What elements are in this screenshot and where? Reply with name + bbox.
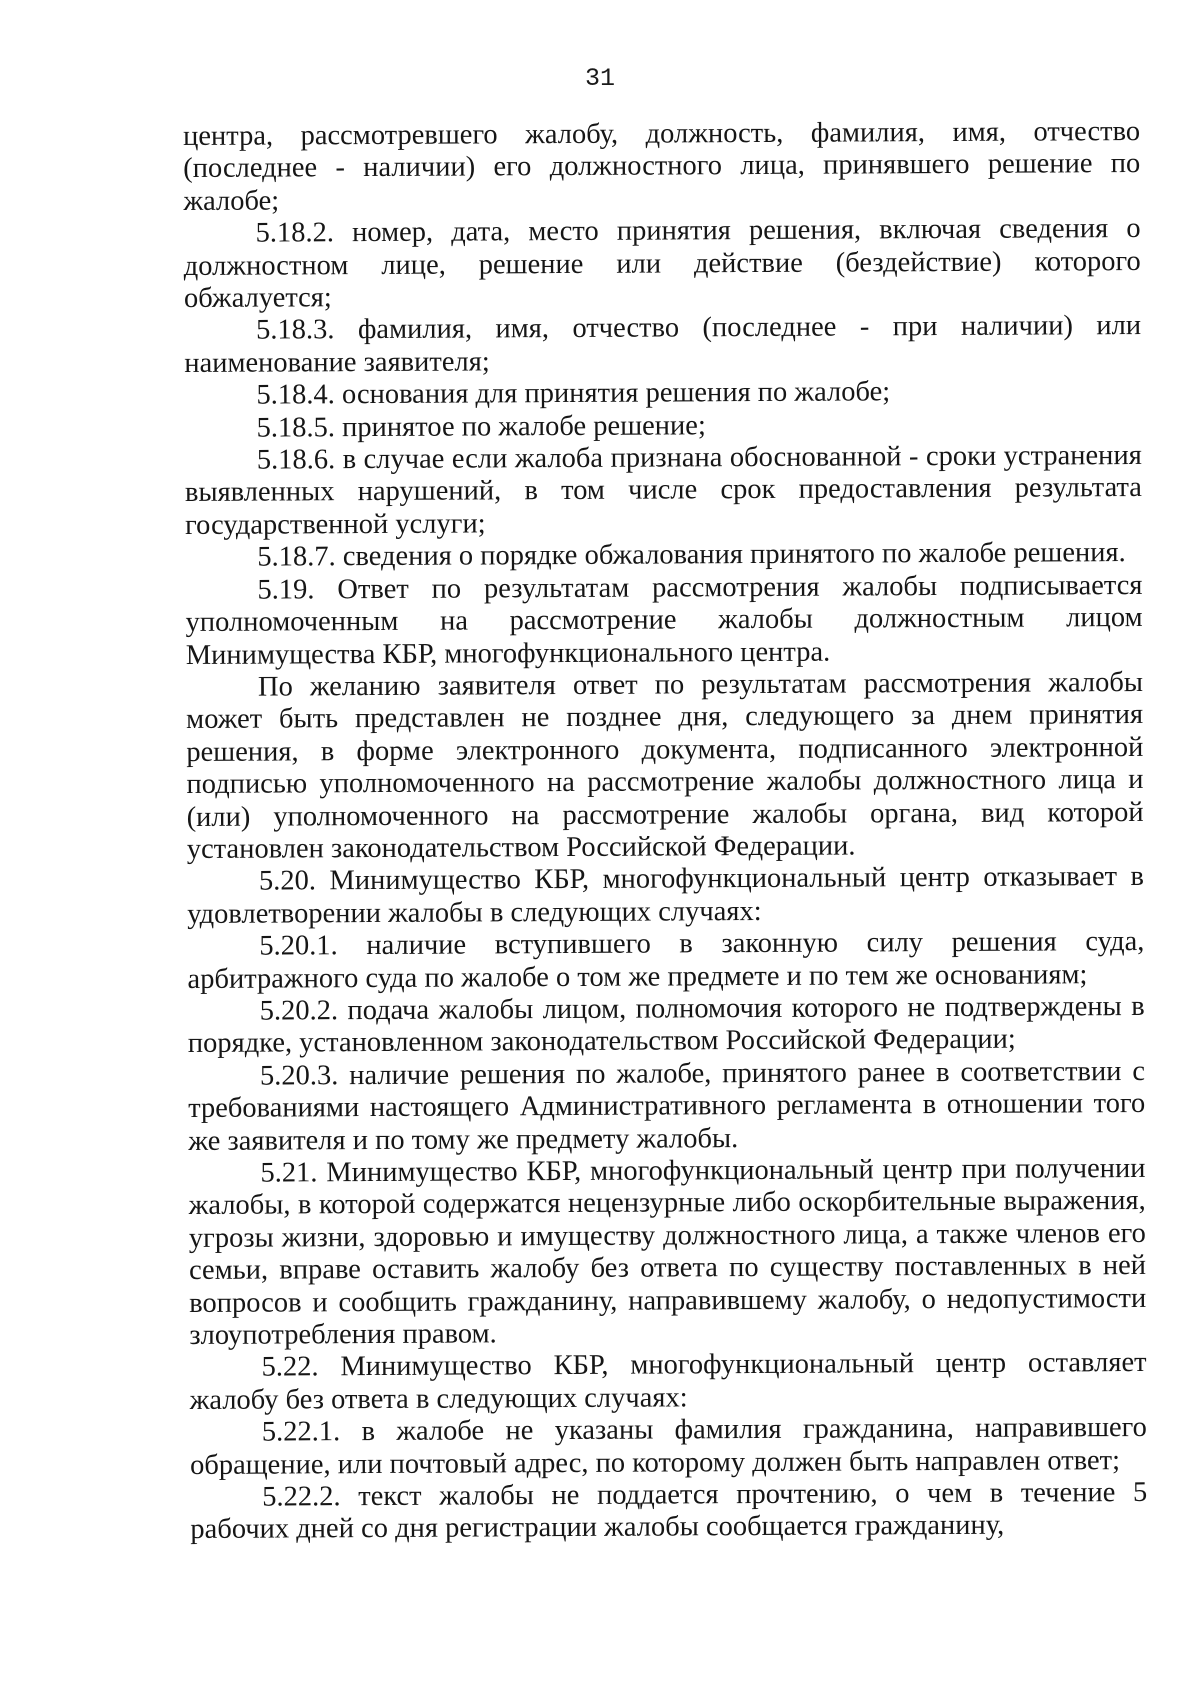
paragraph-5-19: 5.19. Ответ по результатам рассмотрения жалобы подписывается уполномоченным на рассмотрение жалобы должностным лицом Минимущества КБР, многофункционального центра.: [185, 569, 1143, 671]
paragraph-5-18-3: 5.18.3. фамилия, имя, отчество (последнее - при наличии) или наименование заявителя;: [184, 310, 1142, 379]
paragraph-5-20-2: 5.20.2. подача жалобы лицом, полномочия которого не подтверждены в порядке, установленном законодательством Российской Федерации;: [187, 990, 1145, 1060]
paragraph-5-21: 5.21. Минимущество КБР, многофункциональный центр при получении жалобы, в которой содержатся нецензурные либо оскорбительные выражения, угрозы жизни, здоровью и имуществу должностного лица, а также членов его семьи, вправе оставить жалобу без ответа по существу поставленных в ней вопросов и сообщить гражданину, направившему жалобу, о недопустимости злоупотребления правом.: [188, 1152, 1147, 1352]
paragraph-5-22: 5.22. Минимущество КБР, многофункциональный центр оставляет жалобу без ответа в следующих случаях:: [189, 1347, 1147, 1416]
page-number: 31: [584, 64, 615, 93]
paragraph-5-20-3: 5.20.3. наличие решения по жалобе, принятого ранее в соответствии с требованиями настоящего Административного регламента в отношении того же заявителя и по тому же предмету жалобы.: [188, 1055, 1146, 1157]
paragraph-continuation: центра, рассмотревшего жалобу, должность, фамилия, имя, отчество (последнее - наличии) его должностного лица, принявшего решение по жалобе;: [183, 115, 1141, 217]
paragraph-5-22-2: 5.22.2. текст жалобы не поддается прочтению, о чем в течение 5 рабочих дней со дня регистрации жалобы сообщается гражданину,: [190, 1477, 1148, 1546]
paragraph-5-18-5: 5.18.5. принятое по жалобе решение;: [256, 409, 706, 444]
paragraph-5-20-1: 5.20.1. наличие вступившего в законную силу решения суда, арбитражного суда по жалобе о том же предмете и по тем же основаниям;: [187, 926, 1145, 995]
paragraph-5-18-6: 5.18.6. в случае если жалоба признана обоснованной - сроки устранения выявленных нарушений, в том числе срок предоставления результата государственной услуги;: [184, 440, 1143, 541]
paragraph-5-22-1: 5.22.1. в жалобе не указаны фамилия гражданина, направившего обращение, или почтовый адрес, по которому должен быть направлен ответ;: [189, 1412, 1147, 1481]
paragraph-5-20: 5.20. Минимущество КБР, многофункциональный центр отказывает в удовлетворении жалобы в следующих случаях:: [187, 861, 1145, 930]
document-body: [183, 116, 1147, 1547]
paragraph-response-electronic-form: По желанию заявителя ответ по результатам рассмотрения жалобы может быть представлен не позднее дня, следующего за днем принятия решения, в форме электронного документа, подписанного электронной подписью уполномоченного на рассмотрение жалобы должностного лица и (или) уполномоченного на рассмотрение жалобы органа, вид которой установлен законодательством Российской Федерации.: [186, 666, 1144, 865]
paragraph-5-18-7: 5.18.7. сведения о порядке обжалования принятого по жалобе решения.: [257, 537, 1126, 573]
paragraph-5-18-2: 5.18.2. номер, дата, место принятия решения, включая сведения о должностном лице, решение или действие (бездействие) которого обжалуется;: [183, 213, 1141, 315]
paragraph-5-18-4: 5.18.4. основания для принятия решения по жалобе;: [256, 376, 891, 411]
